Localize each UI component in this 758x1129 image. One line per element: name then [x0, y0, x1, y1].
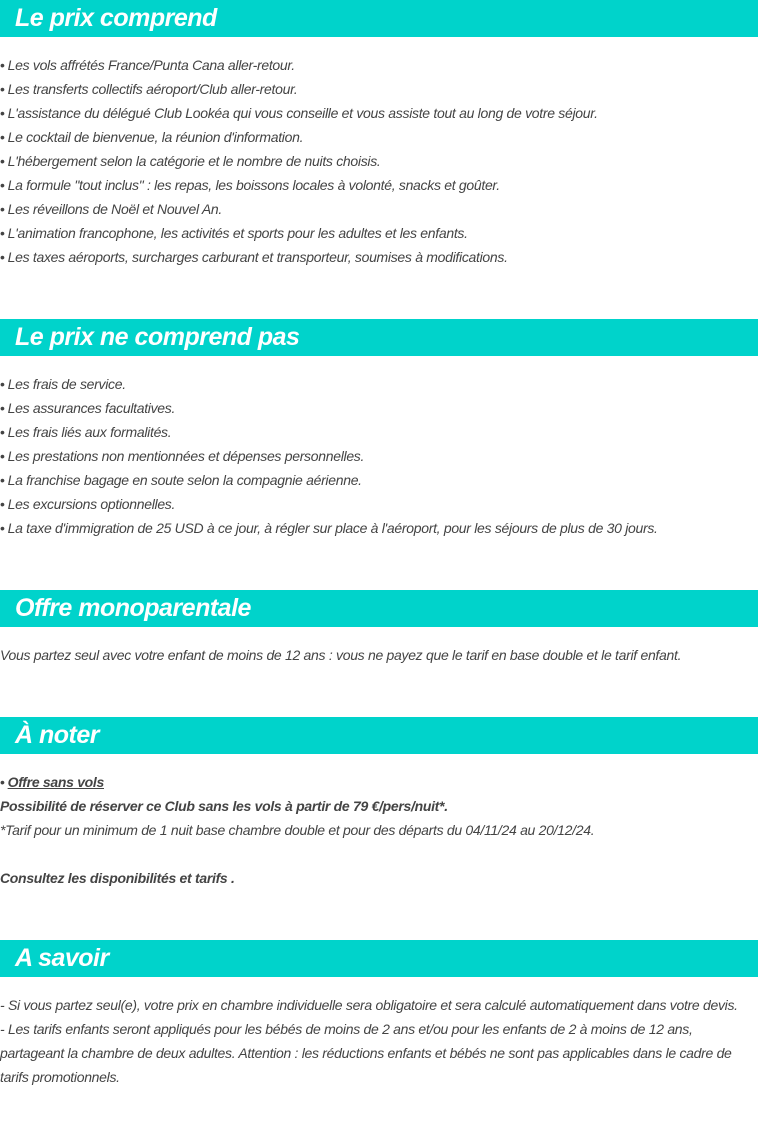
list-item: • La taxe d'immigration de 25 USD à ce jour, à régler sur place à l'aéroport, pour les séjours de plus de 30 jours. [0, 520, 658, 536]
bullet-icon: • [0, 774, 5, 790]
list-item: • L'hébergement selon la catégorie et le nombre de nuits choisis. [0, 153, 381, 169]
section-title-good-to-know: A savoir [15, 944, 109, 972]
bullet-icon: • [0, 496, 5, 512]
bullet-icon: • [0, 81, 5, 97]
single-parent-text: Vous partez seul avec votre enfant de moins de 12 ans : vous ne payez que le tarif en base double et le tarif enfant. [0, 647, 682, 663]
offer-sans-vols-link[interactable]: Offre sans vols [7, 774, 105, 790]
list-item: • La franchise bagage en soute selon la compagnie aérienne. [0, 472, 362, 488]
list-item: • L'assistance du délégué Club Lookéa qui vous conseille et vous assiste tout au long de votre séjour. [0, 105, 598, 121]
bullet-icon: • [0, 424, 5, 440]
section-header-single-parent [0, 590, 758, 627]
bullet-icon: • [0, 472, 5, 488]
section-title-included: Le prix comprend [15, 4, 217, 32]
bullet-icon: • [0, 57, 5, 73]
section-title-not-included: Le prix ne comprend pas [15, 323, 300, 351]
section-header-good-to-know [0, 940, 758, 977]
bullet-icon: • [0, 177, 5, 193]
list-item: • Les frais de service. [0, 376, 126, 392]
spacer [0, 842, 758, 866]
good-to-know-body [0, 993, 752, 1089]
section-header-included [0, 0, 758, 37]
bullet-icon: • [0, 376, 5, 392]
bullet-icon: • [0, 520, 5, 536]
bullet-icon: • [0, 249, 5, 265]
not-included-list [0, 372, 758, 540]
included-list [0, 53, 758, 269]
list-item: • Le cocktail de bienvenue, la réunion d'information. [0, 129, 304, 145]
bullet-icon: • [0, 201, 5, 217]
list-item: • Les prestations non mentionnées et dépenses personnelles. [0, 448, 365, 464]
bullet-icon: • [0, 153, 5, 169]
list-item: • L'animation francophone, les activités et sports pour les adultes et les enfants. [0, 225, 468, 241]
list-item: • Les excursions optionnelles. [0, 496, 176, 512]
section-header-not-included [0, 319, 758, 356]
offer-text: Possibilité de réserver ce Club sans les vols à partir de 79 €/pers/nuit*. [0, 798, 448, 814]
section-title-notes: À noter [15, 721, 99, 749]
paragraph: - Les tarifs enfants seront appliqués pour les bébés de moins de 2 ans et/ou pour les enfants de 2 à moins de 12 ans, partageant la chambre de deux adultes. Attention : les réductions enfants et bébés ne sont pas applicables dans le cadre de tarifs promotionnels. [0, 1021, 732, 1085]
bullet-icon: • [0, 225, 5, 241]
paragraph: - Si vous partez seul(e), votre prix en chambre individuelle sera obligatoire et sera calculé automatiquement dans votre devis. [0, 997, 738, 1013]
offer-line [0, 770, 758, 794]
list-item: • Les taxes aéroports, surcharges carburant et transporteur, soumises à modifications. [0, 249, 508, 265]
notes-body [0, 770, 758, 890]
section-title-single-parent: Offre monoparentale [15, 594, 251, 622]
single-parent-body [0, 643, 758, 667]
section-header-notes [0, 717, 758, 754]
bullet-icon: • [0, 400, 5, 416]
list-item: • Les réveillons de Noël et Nouvel An. [0, 201, 222, 217]
list-item: • La formule "tout inclus" : les repas, les boissons locales à volonté, snacks et goûter. [0, 177, 500, 193]
bullet-icon: • [0, 105, 5, 121]
list-item: • Les frais liés aux formalités. [0, 424, 172, 440]
availability-link[interactable]: Consultez les disponibilités et tarifs . [0, 870, 235, 886]
list-item: • Les vols affrétés France/Punta Cana aller-retour. [0, 57, 295, 73]
offer-footnote: *Tarif pour un minimum de 1 nuit base chambre double et pour des départs du 04/11/24 au 20/12/24. [0, 822, 595, 838]
list-item: • Les transferts collectifs aéroport/Club aller-retour. [0, 81, 298, 97]
bullet-icon: • [0, 129, 5, 145]
list-item: • Les assurances facultatives. [0, 400, 176, 416]
bullet-icon: • [0, 448, 5, 464]
